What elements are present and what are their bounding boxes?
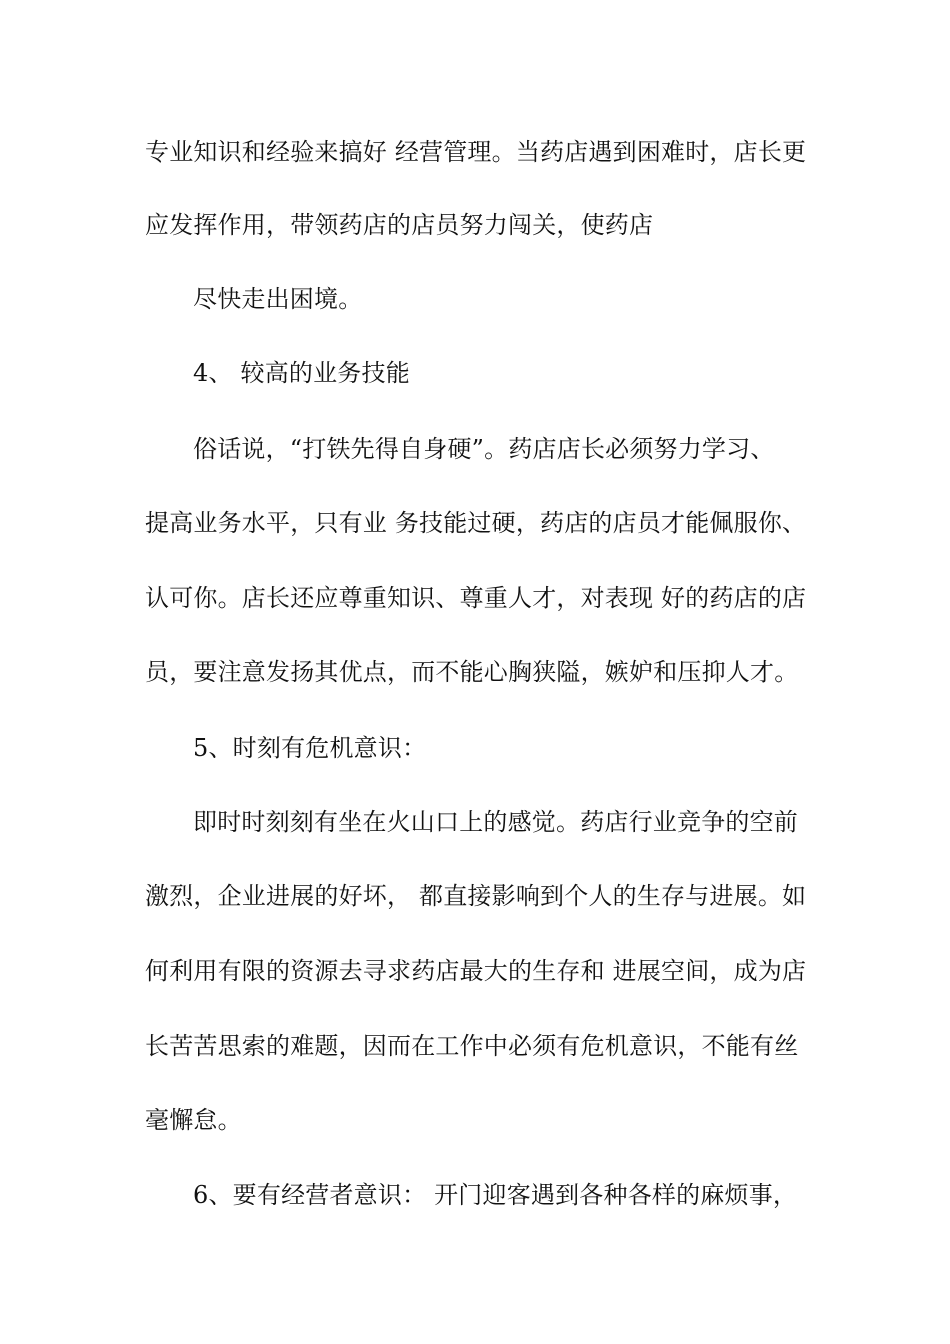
text-line: 认可你。店长还应尊重知识、尊重人才，对表现 好的药店的店 xyxy=(145,584,807,612)
text-line: 即时时刻刻有坐在火山口上的感觉。药店行业竞争的空前 xyxy=(193,808,798,836)
section-heading: 5、时刻有危机意识： xyxy=(193,734,427,762)
section-heading: 6、要有经营者意识： 开门迎客遇到各种各样的麻烦事， xyxy=(193,1181,798,1209)
text-line: 俗话说，“打铁先得自身硬”。药店店长必须努力学习、 xyxy=(193,435,775,463)
text-line: 长苦苦思索的难题，因而在工作中必须有危机意识，不能有丝 xyxy=(145,1032,799,1060)
text-line: 应发挥作用，带领药店的店员努力闯关，使药店 xyxy=(145,211,654,239)
text-line: 提高业务水平，只有业 务技能过硬，药店的店员才能佩服你、 xyxy=(145,509,807,537)
text-line: 员，要注意发扬其优点，而不能心胸狭隘，嫉妒和压抑人才。 xyxy=(145,658,799,686)
text-line: 尽快走出困境。 xyxy=(193,285,363,313)
section-heading: 4、 较高的业务技能 xyxy=(193,359,410,387)
text-line: 激烈，企业进展的好坏， 都直接影响到个人的生存与进展。如 xyxy=(145,882,807,910)
text-line: 何利用有限的资源去寻求药店最大的生存和 进展空间，成为店 xyxy=(145,957,807,985)
text-line: 专业知识和经验来搞好 经营管理。当药店遇到困难时，店长更 xyxy=(145,138,807,166)
text-line: 毫懈怠。 xyxy=(145,1106,242,1134)
